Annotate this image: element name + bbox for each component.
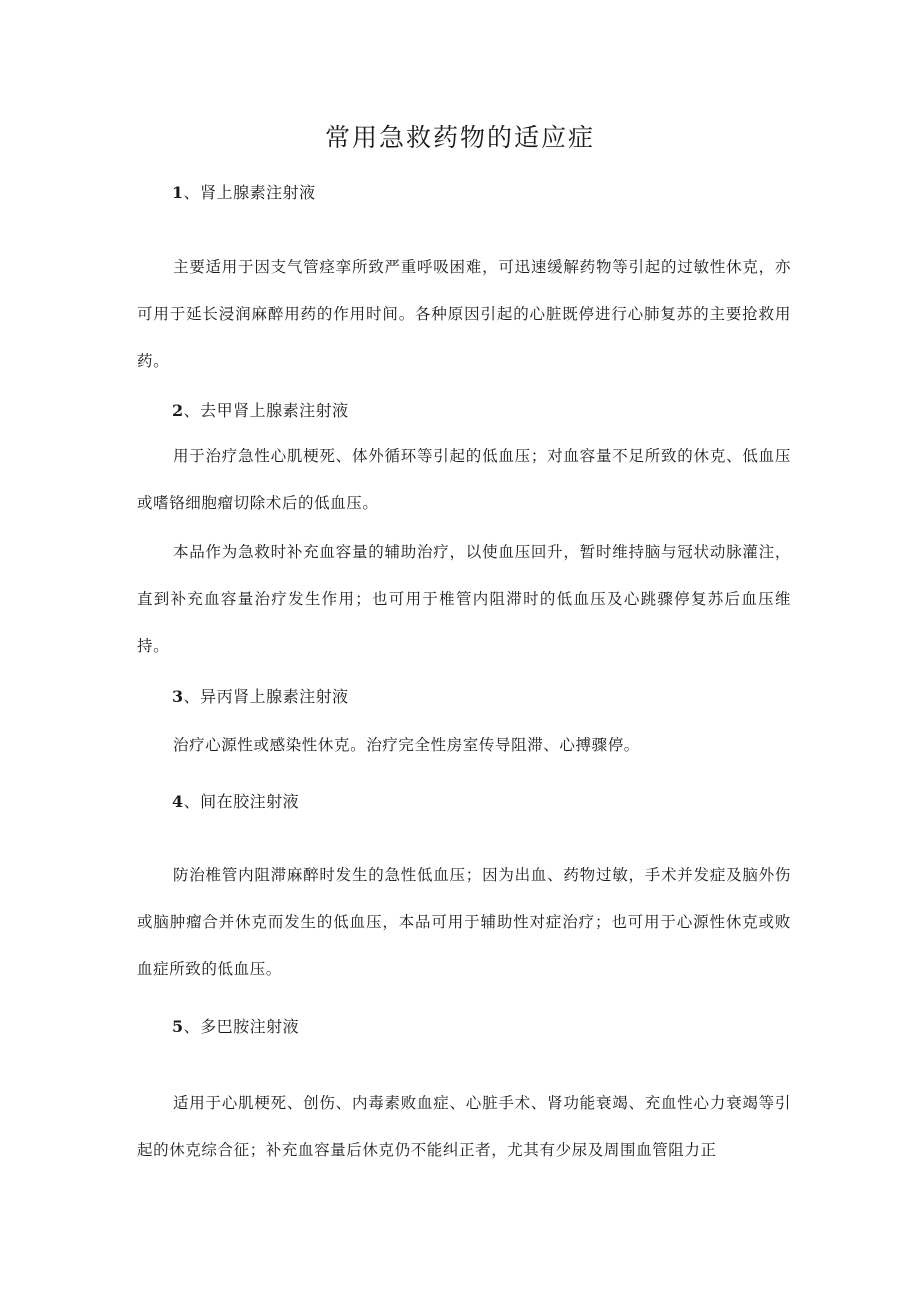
section-paragraph: 本品作为急救时补充血容量的辅助治疗，以使血压回升，暂时维持脑与冠状动脉灌注，直到补充血容量治疗发生作用；也可用于椎管内阻滞时的低血压及心跳骤停复苏后血压维持。 (137, 543, 791, 655)
section-number: 1 (172, 183, 184, 202)
document-title: 常用急救药物的适应症 (324, 123, 595, 152)
section-heading-text: 、间在胶注射液 (183, 792, 300, 811)
section-heading (172, 684, 349, 710)
section-number: 4 (172, 792, 184, 811)
section-paragraph: 治疗心源性或感染性休克。治疗完全性房室传导阻滞、心搏骤停。 (173, 736, 640, 754)
section-heading (172, 789, 299, 815)
section-number: 3 (172, 687, 184, 706)
section-number: 5 (172, 1017, 184, 1036)
section-heading-text: 、肾上腺素注射液 (183, 183, 316, 202)
section-paragraph: 适用于心肌梗死、创伤、内毒素败血症、心脏手术、肾功能衰竭、充血性心力衰竭等引起的休克综合征；补充血容量后休克仍不能纠正者，尤其有少尿及周围血管阻力正 (137, 1094, 791, 1159)
section-paragraph: 用于治疗急性心肌梗死、体外循环等引起的低血压；对血容量不足所致的休克、低血压或嗜铬细胞瘤切除术后的低血压。 (137, 447, 791, 512)
section-heading (172, 1014, 299, 1040)
section-heading (172, 180, 316, 206)
section-heading-text: 、去甲肾上腺素注射液 (183, 401, 349, 420)
section-heading-text: 、多巴胺注射液 (183, 1017, 300, 1036)
section-number: 2 (172, 401, 184, 420)
section-paragraph: 主要适用于因支气管痉挛所致严重呼吸困难，可迅速缓解药物等引起的过敏性休克，亦可用于延长浸润麻醉用药的作用时间。各种原因引起的心脏既停进行心肺复苏的主要抢救用药。 (137, 258, 791, 370)
section-heading-text: 、异丙肾上腺素注射液 (183, 687, 349, 706)
section-heading (172, 398, 349, 424)
section-paragraph: 防治椎管内阻滞麻醉时发生的急性低血压；因为出血、药物过敏，手术并发症及脑外伤或脑肿瘤合并休克而发生的低血压，本品可用于辅助性对症治疗；也可用于心源性休克或败血症所致的低血压。 (137, 866, 791, 978)
